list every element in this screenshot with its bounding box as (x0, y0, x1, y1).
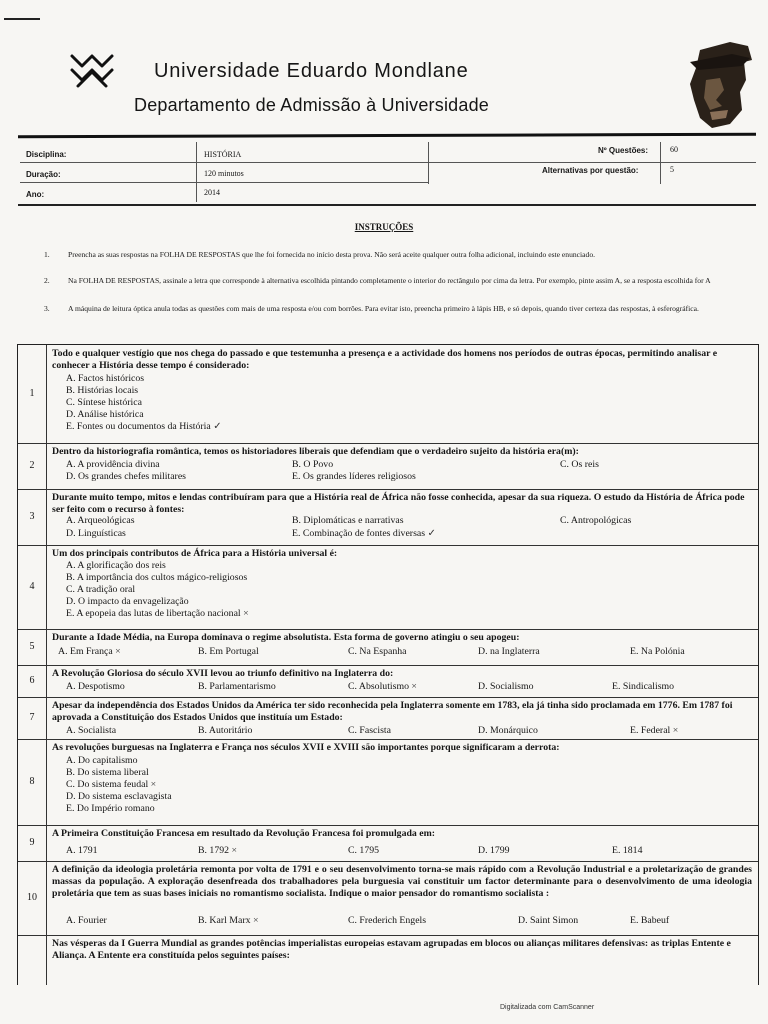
answer-option: A. A providência divina (66, 459, 160, 470)
question-row (18, 825, 758, 862)
university-logo-icon (68, 50, 116, 90)
question-text: Todo e qualquer vestígio que nos chega do passado e que testemunha a presença e a actividade dos homens nos períodos de outras épocas, permitindo analisar e conhecer a História desse tempo é considerado: (52, 348, 718, 371)
answer-option: C. Do sistema feudal × (66, 779, 157, 790)
column-divider (46, 665, 47, 697)
answer-option: B. Do sistema liberal (66, 767, 149, 778)
handwritten-mark: × (148, 779, 157, 790)
question-number: 2 (29, 460, 35, 471)
ano-value: 2014 (204, 188, 220, 197)
question-number: 5 (29, 641, 35, 652)
answer-option: B. Parlamentarismo (198, 681, 276, 692)
answer-option: A. Do capitalismo (66, 755, 138, 766)
question-row (18, 935, 758, 985)
department-name: Departamento de Admissão à Universidade (134, 95, 489, 115)
column-divider (46, 739, 47, 825)
duracao-label: Duração: (26, 170, 61, 179)
answer-option: B. Autoritário (198, 725, 253, 736)
column-divider (46, 825, 47, 861)
question-text: Dentro da historiografia romântica, temos os historiadores liberais que defendiam que o verdadeiro sujeito da história era(m): (52, 446, 579, 457)
answer-option: E. Combinação de fontes diversas ✓ (292, 528, 436, 539)
handwritten-mark: × (250, 915, 259, 926)
column-divider (46, 443, 47, 489)
university-name: Universidade Eduardo Mondlane (154, 60, 469, 82)
answer-option: C. 1795 (348, 845, 380, 856)
answer-option: B. 1792 × (198, 845, 238, 856)
handwritten-mark: × (408, 681, 417, 692)
instruction-number: 3. (44, 304, 50, 313)
question-number: 3 (29, 511, 35, 522)
disciplina-label: Disciplina: (26, 150, 67, 159)
question-row (18, 345, 758, 444)
answer-option: B. Em Portugal (198, 646, 259, 657)
answer-option: D. Análise histórica (66, 409, 144, 420)
question-row (18, 545, 758, 630)
answer-option: D. Saint Simon (518, 915, 579, 926)
question-number: 7 (29, 712, 35, 723)
question-row (18, 489, 758, 546)
answer-option: C. Fascista (348, 725, 391, 736)
question-text: Apesar da independência dos Estados Unidos da América ter sido reconhecida pela Inglaterra somente em 1783, ela já tinha sido proclamada em 1776. Em 1787 foi aprovada a Constituição dos Estados Unidos que instituía um Estado: (52, 700, 733, 723)
answer-option: D. Linguísticas (66, 528, 126, 539)
question-row (18, 629, 758, 666)
question-row (18, 697, 758, 740)
question-row (18, 739, 758, 826)
column-divider (46, 345, 47, 443)
answer-option: B. O Povo (292, 459, 334, 470)
column-divider (46, 861, 47, 935)
answer-option: E. 1814 (612, 845, 643, 856)
alternativas-value: 5 (670, 165, 674, 174)
question-row (18, 443, 758, 490)
answer-option: B. Diplomáticas e narrativas (292, 515, 404, 526)
column-divider (46, 629, 47, 665)
answer-option: C. A tradição oral (66, 584, 136, 595)
ano-label: Ano: (26, 190, 45, 199)
instructions-title: INSTRUÇÕES (354, 222, 414, 232)
question-text: As revoluções burguesas na Inglaterra e França nos séculos XVII e XVIII são importantes porque significaram a derrota: (52, 742, 560, 753)
answer-option: A. 1791 (66, 845, 98, 856)
answer-option: A. A glorificação dos reis (66, 560, 166, 571)
exam-header (18, 40, 758, 140)
answer-option: A. Fourier (66, 915, 107, 926)
meta-bottom-rule (18, 204, 756, 206)
question-number: 10 (27, 892, 37, 903)
handwritten-mark: ✓ (210, 421, 222, 432)
answer-option: E. Os grandes líderes religiosos (292, 471, 416, 482)
question-row (18, 665, 758, 698)
portrait-image (670, 40, 758, 132)
instruction-text: A máquina de leitura óptica anula todas as questões com mais de uma resposta e/ou com borrões. Para evitar isto, preencha primeiro à lápis HB, e só depois, quando tiver certeza das respostas, à esferográfica. (68, 304, 699, 313)
answer-option: C. Na Espanha (348, 646, 407, 657)
answer-option: C. Síntese histórica (66, 397, 142, 408)
disciplina-value: HISTÓRIA (204, 150, 242, 159)
question-text: A definição da ideologia proletária remonta por volta de 1791 e o seu desenvolvimento torna-se mais rápido com a Revolução Industrial e a proletarização de grandes massas da população. A exploração desenfreada dos trabalhadores pela burguesia vai constituir um factor determinante para o desenvolvimento de uma ideologia proletária que tem as suas bases iniciais no romantismo socialista. Indique o maior pensador do romantismo socialista : (52, 864, 752, 899)
column-divider (46, 935, 47, 985)
answer-option: C. Absolutismo × (348, 681, 417, 692)
answer-option: D. Monárquico (478, 725, 538, 736)
questions-table (17, 344, 759, 985)
answer-option: A. Socialista (66, 725, 117, 736)
question-number: 4 (29, 581, 35, 592)
handwritten-mark: × (229, 845, 238, 856)
answer-option: B. A importância dos cultos mágico-religiosos (66, 572, 248, 583)
answer-option: E. Fontes ou documentos da História ✓ (66, 421, 222, 432)
question-number: 9 (29, 837, 35, 848)
answer-option: A. Factos históricos (66, 373, 145, 384)
question-text: Um dos principais contributos de África para a História universal é: (52, 548, 338, 559)
answer-option: E. Federal × (630, 725, 679, 736)
handwritten-mark: × (240, 608, 249, 619)
answer-option: E. Sindicalismo (612, 681, 675, 692)
answer-option: E. Babeuf (630, 915, 670, 926)
question-number: 1 (29, 388, 35, 399)
instruction-number: 1. (44, 250, 50, 259)
answer-option: B. Karl Marx × (198, 915, 259, 926)
question-number: 6 (29, 675, 35, 686)
column-divider (46, 545, 47, 629)
answer-option: C. Antropológicas (560, 515, 632, 526)
handwritten-mark: ✓ (425, 528, 436, 539)
instruction-text: Preencha as suas respostas na FOLHA DE RESPOSTAS que lhe foi fornecida no início desta prova. Não será aceite qualquer outra folha adicional, incluindo este enunciado. (68, 250, 596, 259)
duracao-value: 120 minutos (204, 169, 244, 178)
questoes-value: 60 (670, 145, 678, 154)
answer-option: D. O impacto da envagelização (66, 596, 189, 607)
question-text: A Revolução Gloriosa do século XVII levou ao triunfo definitivo na Inglaterra do: (52, 668, 394, 679)
answer-option: E. Do Império romano (66, 803, 155, 814)
column-divider (46, 489, 47, 545)
instruction-number: 2. (44, 276, 50, 285)
alternativas-label: Alternativas por questão: (542, 166, 639, 175)
question-text: Nas vésperas da I Guerra Mundial as grandes potências imperialistas europeias estavam agrupadas em blocos ou alianças militares defensivas: as triplas Entente e Aliança. A Entente era constituída pelos seguintes países: (52, 938, 731, 961)
question-number: 8 (29, 776, 35, 787)
scanner-footer: Digitalizada com CamScanner (500, 1004, 595, 1011)
answer-option: A. Despotismo (66, 681, 125, 692)
answer-option: A. Arqueológicas (66, 515, 135, 526)
handwritten-mark: × (112, 646, 121, 657)
questoes-label: Nº Questões: (598, 146, 649, 155)
answer-option: B. Histórias locais (66, 385, 139, 396)
answer-option: C. Os reis (560, 459, 599, 470)
answer-option: D. Os grandes chefes militares (66, 471, 186, 482)
answer-option: E. A epopeia das lutas de libertação nacional × (66, 608, 249, 619)
answer-option: D. 1799 (478, 845, 510, 856)
answer-option: C. Frederich Engels (348, 915, 427, 926)
handwritten-mark: × (670, 725, 679, 736)
column-divider (46, 697, 47, 739)
question-text: Durante a Idade Média, na Europa dominava o regime absolutista. Esta forma de governo atingiu o seu apogeu: (52, 632, 520, 643)
answer-option: D. Socialismo (478, 681, 534, 692)
answer-option: A. Em França × (58, 646, 121, 657)
answer-option: D. Do sistema esclavagista (66, 791, 172, 802)
question-text: A Primeira Constituição Francesa em resultado da Revolução Francesa foi promulgada em: (52, 828, 436, 839)
answer-option: E. Na Polónia (630, 646, 685, 657)
question-row (18, 861, 758, 936)
instruction-text: Na FOLHA DE RESPOSTAS, assinale a letra que corresponde à alternativa escolhida pintando completamente o interior do rectângulo por cima da letra. Por exemplo, pinte assim A, se a resposta escolhida for A (68, 276, 711, 285)
scan-mark (4, 18, 40, 20)
question-text: Durante muito tempo, mitos e lendas contribuíram para que a História real de África não fosse conhecida, apesar da sua riqueza. O estudo da História de África pode ser feito com o recurso à fontes: (52, 492, 745, 515)
answer-option: D. na Inglaterra (478, 646, 540, 657)
